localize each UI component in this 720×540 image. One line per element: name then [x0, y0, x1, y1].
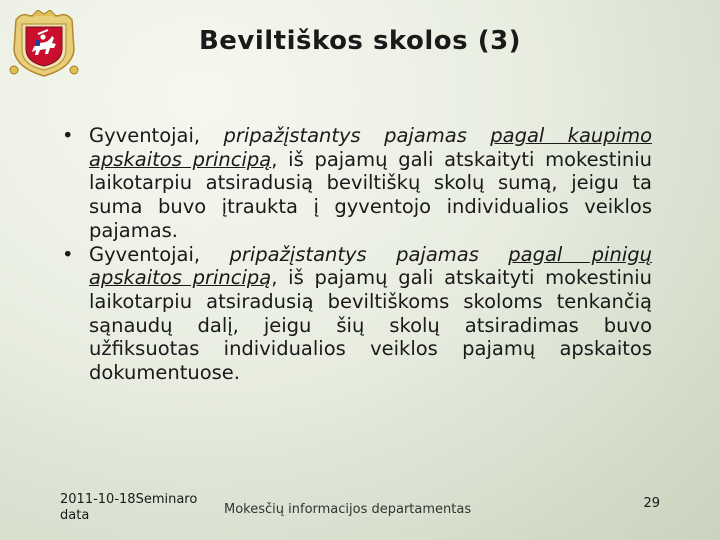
footer-event-text: Seminaro data	[60, 492, 198, 523]
footer-date-text: 2011-10-18	[60, 492, 136, 507]
coat-of-arms-icon	[8, 10, 80, 80]
footer-date	[60, 492, 200, 524]
footer-department: Mokesčių informacijos departamentas	[224, 502, 472, 517]
slide-title: Beviltiškos skolos (3)	[198, 26, 522, 56]
coat-of-arms-logo	[8, 10, 80, 80]
bullet-item-1	[60, 124, 652, 243]
slide-body	[60, 124, 652, 385]
bullet-lead: Gyventojai,	[89, 124, 224, 147]
bullet-underlined-term: pagal kaupimo apskaitos principą	[89, 124, 653, 171]
bullet-underlined-term: pagal pinigų apskaitos principą	[89, 242, 652, 290]
bullet-italic: pripažįstantys pajamas	[223, 124, 491, 147]
bullet-rest: , iš pajamų gali atskaityti mokestiniu laikotarpiu atsiradusią beviltiškoms skoloms tenkančią sąnaudų dalį, jeigu šių skolų atsiradimas buvo užfiksuotas individualios veiklos pajamų apskaitos dokumentuose.	[89, 266, 652, 385]
bullet-item-2	[60, 243, 652, 385]
bullet-lead: Gyventojai,	[89, 242, 230, 266]
bullet-italic: pripažįstantys pajamas	[229, 242, 509, 266]
bullet-rest: , iš pajamų gali atskaityti mokestiniu laikotarpiu atsiradusią beviltiškų skolų sumą, jeigu ta suma buvo įtraukta į gyventojo individualios veiklos pajamas.	[89, 147, 652, 242]
page-number: 29	[643, 496, 660, 511]
